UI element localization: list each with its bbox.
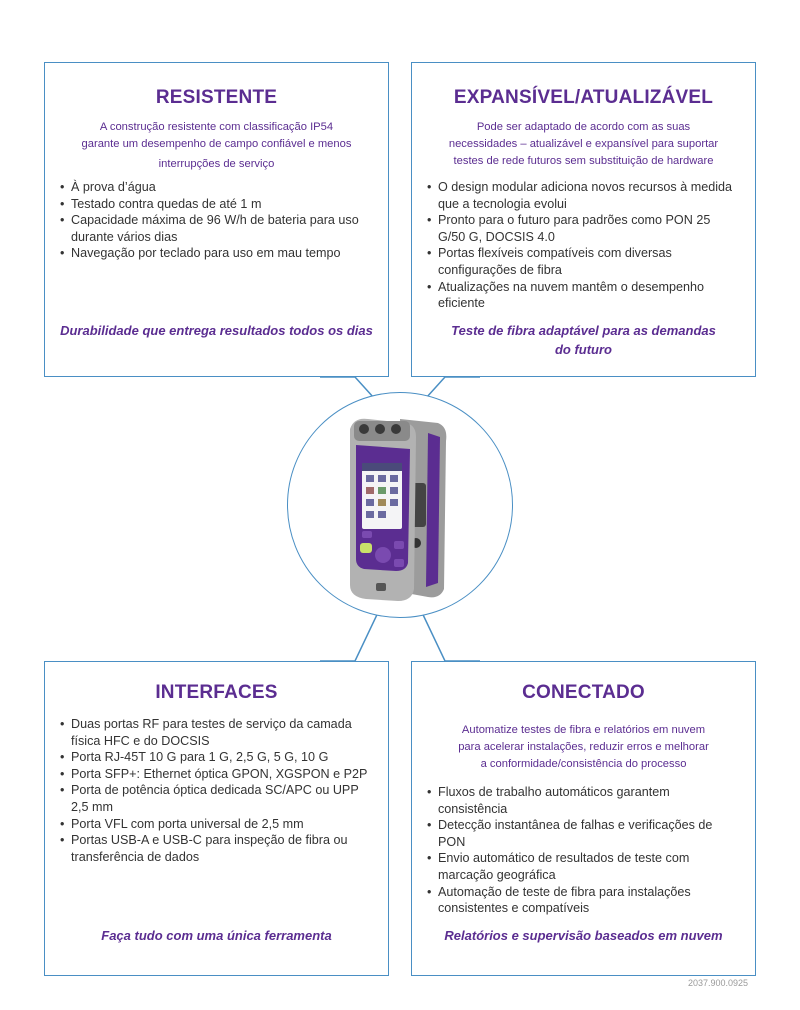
list-item: • Pronto para o futuro para padrões como PON 25 G/50 G, DOCSIS 4.0 <box>426 212 739 245</box>
panel-title: RESISTENTE <box>155 87 278 108</box>
feature-list <box>426 784 739 917</box>
feature-list <box>426 179 739 312</box>
list-item: • Navegação por teclado para uso em mau tempo <box>59 245 372 262</box>
panel-conectado <box>411 661 756 976</box>
handheld-tester-image <box>288 393 513 618</box>
panel-tagline: Faça tudo com uma única ferramenta <box>101 928 332 943</box>
list-item: • Porta SFP+: Ethernet óptica GPON, XGSPON e P2P <box>59 766 372 783</box>
list-item: • Porta de potência óptica dedicada SC/APC ou UPP 2,5 mm <box>59 782 372 815</box>
panel-title: EXPANSÍVEL/ATUALIZÁVEL <box>453 87 714 108</box>
list-item: • Fluxos de trabalho automáticos garantem consistência <box>426 784 739 817</box>
list-item: • Porta RJ-45T 10 G para 1 G, 2,5 G, 5 G, 10 G <box>59 749 372 766</box>
list-item: • Porta VFL com porta universal de 2,5 mm <box>59 816 372 833</box>
list-item: • Portas flexíveis compatíveis com diversas configurações de fibra <box>426 245 739 278</box>
document-number: 2037.900.0925 <box>687 978 748 988</box>
list-item: • Testado contra quedas de até 1 m <box>59 196 372 213</box>
feature-list <box>59 716 372 865</box>
panel-subtitle: Pode ser adaptado de acordo com as suas necessidades – atualizável e expansível para suportar testes de rede futuros sem substituição de hardware <box>448 121 719 167</box>
list-item: • À prova d’água <box>59 179 372 196</box>
panel-resistente <box>44 62 389 377</box>
list-item: • O design modular adiciona novos recursos à medida que a tecnologia evolui <box>426 179 739 212</box>
list-item: • Portas USB-A e USB-C para inspeção de fibra ou transferência de dados <box>59 832 372 865</box>
list-item: • Duas portas RF para testes de serviço da camada física HFC e do DOCSIS <box>59 716 372 749</box>
list-item: • Envio automático de resultados de teste com marcação geográfica <box>426 850 739 883</box>
panel-subtitle: A construção resistente com classificação IP54 garante um desempenho de campo confiável e menos interrupções de serviço <box>81 121 352 170</box>
list-item: • Capacidade máxima de 96 W/h de bateria para uso durante vários dias <box>59 212 372 245</box>
list-item: • Automação de teste de fibra para instalações consistentes e compatíveis <box>426 884 739 917</box>
panel-tagline: Durabilidade que entrega resultados todos os dias <box>60 323 373 338</box>
panel-expansivel <box>411 62 756 377</box>
panel-title: INTERFACES <box>155 682 278 703</box>
panel-subtitle: Automatize testes de fibra e relatórios em nuvem para acelerar instalações, reduzir erros e melhorar a conformidade/consistência do processo <box>458 724 709 770</box>
list-item: • Detecção instantânea de falhas e verificações de PON <box>426 817 739 850</box>
panel-tagline: Teste de fibra adaptável para as demandas do futuro <box>451 323 716 357</box>
device-image-circle <box>287 392 513 618</box>
list-item: • Atualizações na nuvem mantêm o desempenho eficiente <box>426 279 739 312</box>
panel-tagline: Relatórios e supervisão baseados em nuvem <box>444 928 723 943</box>
panel-title: CONECTADO <box>522 682 645 703</box>
feature-list <box>59 179 372 262</box>
panel-interfaces <box>44 661 389 976</box>
